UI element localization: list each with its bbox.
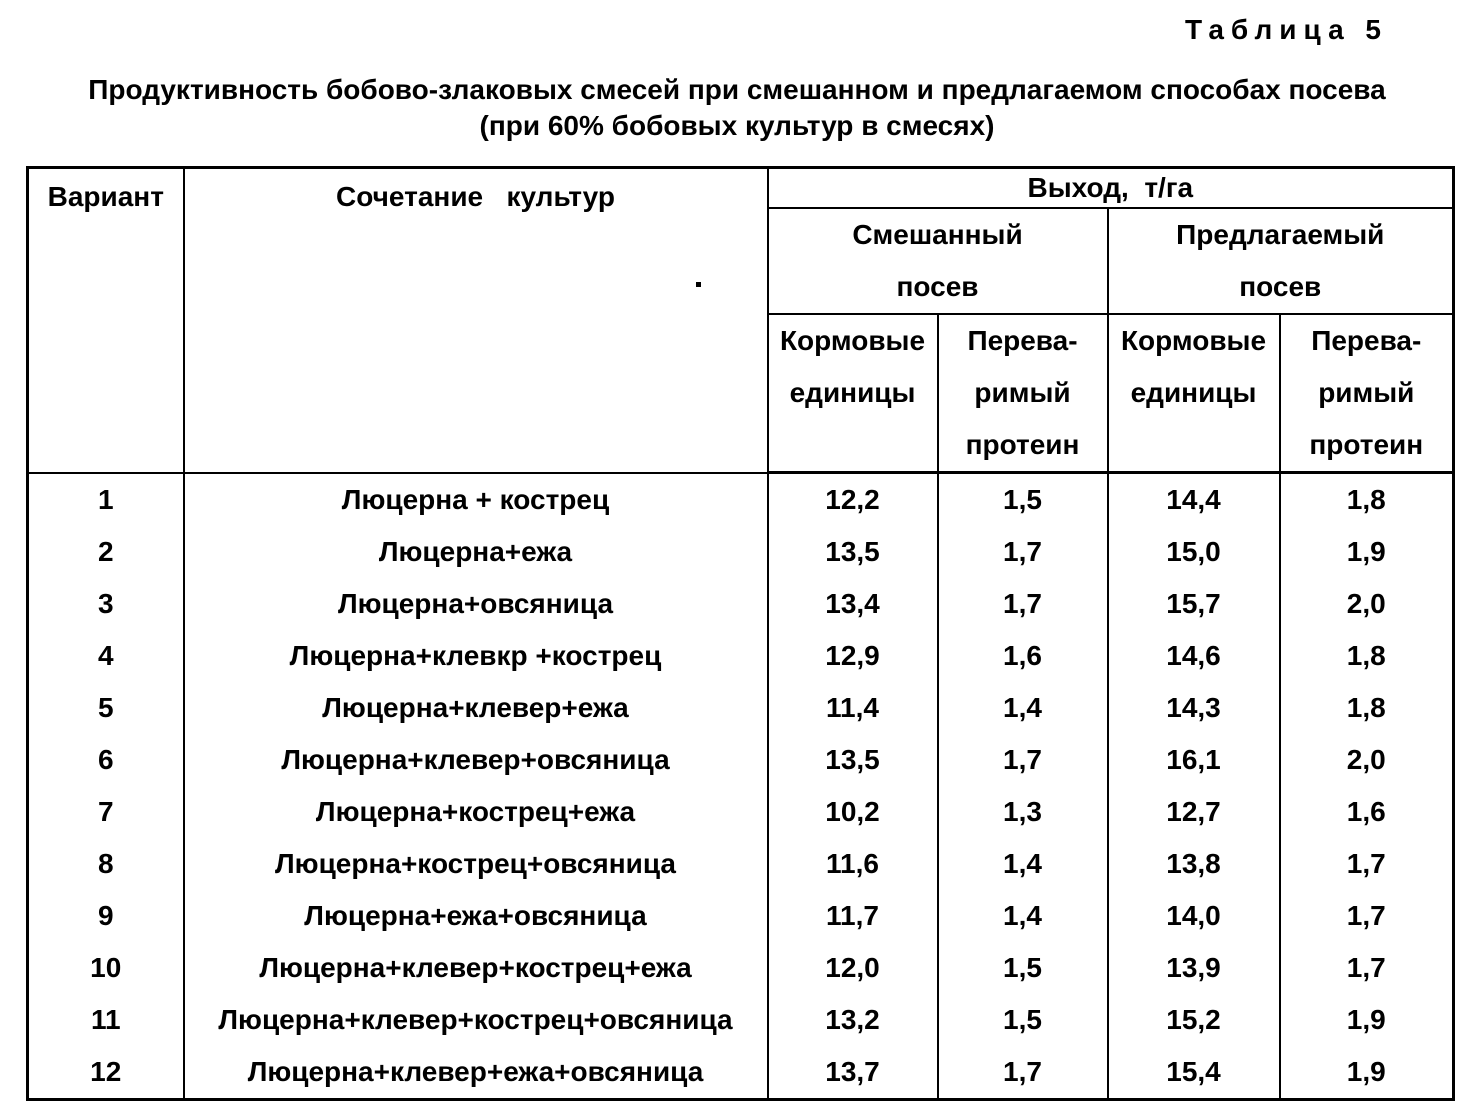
table-row (28, 526, 1454, 578)
cell-proposed-protein: 1,8 (1280, 682, 1454, 734)
cell-variant: 8 (28, 838, 184, 890)
cell-proposed-protein: 1,7 (1280, 942, 1454, 994)
cell-proposed-protein: 2,0 (1280, 734, 1454, 786)
header-feed-line2: единицы (789, 377, 916, 408)
cell-proposed-protein: 1,6 (1280, 786, 1454, 838)
table-number: Таблица 5 (1184, 14, 1388, 45)
table-row (28, 473, 1454, 527)
cell-variant: 4 (28, 630, 184, 682)
table-row (28, 890, 1454, 942)
cell-proposed-feed-units: 15,7 (1108, 578, 1280, 630)
cell-mixed-feed-units: 13,2 (768, 994, 938, 1046)
cell-variant: 7 (28, 786, 184, 838)
table-row (28, 786, 1454, 838)
cell-combination: Люцерна+клевер+кострец+овсяница (184, 994, 768, 1046)
cell-variant: 11 (28, 994, 184, 1046)
header-combination: Сочетание культур (184, 168, 768, 473)
cell-mixed-protein: 1,4 (938, 890, 1108, 942)
table-row (28, 942, 1454, 994)
cell-variant: 2 (28, 526, 184, 578)
table-body (28, 473, 1454, 1100)
cell-mixed-feed-units: 12,2 (768, 473, 938, 527)
cell-proposed-feed-units: 14,4 (1108, 473, 1280, 527)
header-proposed-line2: посев (1239, 271, 1322, 302)
cell-mixed-feed-units: 12,9 (768, 630, 938, 682)
cell-proposed-feed-units: 14,6 (1108, 630, 1280, 682)
cell-variant: 10 (28, 942, 184, 994)
cell-proposed-protein: 1,8 (1280, 630, 1454, 682)
cell-proposed-feed-units: 14,0 (1108, 890, 1280, 942)
cell-combination: Люцерна+кострец+ежа (184, 786, 768, 838)
cell-proposed-feed-units: 13,8 (1108, 838, 1280, 890)
cell-mixed-protein: 1,4 (938, 838, 1108, 890)
table-row (28, 1046, 1454, 1100)
header-variant: Вариант (28, 168, 184, 473)
header-protein-line3: протеин (965, 429, 1080, 460)
cell-mixed-protein: 1,5 (938, 994, 1108, 1046)
cell-proposed-protein: 1,7 (1280, 838, 1454, 890)
cell-proposed-feed-units: 15,2 (1108, 994, 1280, 1046)
header-mixed-line1: Смешанный (852, 219, 1023, 250)
caption-line-1: Продуктивность бобово-злаковых смесей при смешанном и предлагаемом способах посева (88, 74, 1386, 105)
cell-mixed-protein: 1,5 (938, 942, 1108, 994)
cell-combination: Люцерна+клевер+ежа (184, 682, 768, 734)
cell-mixed-protein: 1,4 (938, 682, 1108, 734)
table-caption (0, 72, 1474, 144)
cell-proposed-feed-units: 16,1 (1108, 734, 1280, 786)
header-protein-line3: протеин (1309, 429, 1424, 460)
header-protein-line1: Перева- (1311, 325, 1422, 356)
cell-proposed-feed-units: 15,0 (1108, 526, 1280, 578)
cell-combination: Люцерна+клевкр +кострец (184, 630, 768, 682)
cell-mixed-feed-units: 10,2 (768, 786, 938, 838)
header-yield: Выход, т/га (768, 168, 1454, 209)
header-protein-line2: римый (1318, 377, 1415, 408)
header-feed-line1: Кормовые (779, 325, 926, 356)
header-mixed-sowing (768, 208, 1108, 314)
caption-line-2: (при 60% бобовых культур в смесях) (479, 110, 995, 141)
cell-mixed-feed-units: 11,6 (768, 838, 938, 890)
cell-combination: Люцерна+клевер+овсяница (184, 734, 768, 786)
cell-combination: Люцерна+ежа (184, 526, 768, 578)
cell-mixed-feed-units: 13,7 (768, 1046, 938, 1100)
table-row (28, 578, 1454, 630)
header-mixed-line2: посев (896, 271, 979, 302)
cell-combination: Люцерна+клевер+ежа+овсяница (184, 1046, 768, 1100)
cell-proposed-feed-units: 12,7 (1108, 786, 1280, 838)
cell-mixed-protein: 1,6 (938, 630, 1108, 682)
cell-variant: 12 (28, 1046, 184, 1100)
cell-variant: 3 (28, 578, 184, 630)
cell-mixed-protein: 1,7 (938, 578, 1108, 630)
cell-combination: Люцерна+ежа+овсяница (184, 890, 768, 942)
table-header (28, 168, 1454, 473)
cell-variant: 6 (28, 734, 184, 786)
header-protein-line2: римый (974, 377, 1071, 408)
header-proposed-feed-units (1108, 314, 1280, 473)
table-row (28, 994, 1454, 1046)
header-proposed-protein (1280, 314, 1454, 473)
header-proposed-sowing (1108, 208, 1454, 314)
cell-proposed-feed-units: 15,4 (1108, 1046, 1280, 1100)
table-row (28, 630, 1454, 682)
cell-mixed-protein: 1,7 (938, 1046, 1108, 1100)
cell-mixed-feed-units: 12,0 (768, 942, 938, 994)
cell-proposed-protein: 1,7 (1280, 890, 1454, 942)
productivity-table (26, 166, 1455, 1101)
cell-mixed-feed-units: 13,5 (768, 526, 938, 578)
cell-mixed-protein: 1,3 (938, 786, 1108, 838)
header-feed-line2: единицы (1130, 377, 1257, 408)
cell-combination: Люцерна+клевер+кострец+ежа (184, 942, 768, 994)
cell-proposed-protein: 2,0 (1280, 578, 1454, 630)
cell-mixed-protein: 1,5 (938, 473, 1108, 527)
cell-combination: Люцерна + кострец (184, 473, 768, 527)
table-row (28, 682, 1454, 734)
cell-proposed-protein: 1,9 (1280, 526, 1454, 578)
cell-proposed-protein: 1,9 (1280, 994, 1454, 1046)
table-row (28, 838, 1454, 890)
cell-proposed-feed-units: 14,3 (1108, 682, 1280, 734)
header-proposed-line1: Предлагаемый (1176, 219, 1385, 250)
cell-mixed-protein: 1,7 (938, 526, 1108, 578)
cell-mixed-feed-units: 13,5 (768, 734, 938, 786)
cell-variant: 1 (28, 473, 184, 527)
cell-proposed-protein: 1,8 (1280, 473, 1454, 527)
cell-proposed-feed-units: 13,9 (1108, 942, 1280, 994)
cell-combination: Люцерна+кострец+овсяница (184, 838, 768, 890)
cell-mixed-feed-units: 11,4 (768, 682, 938, 734)
header-protein-line1: Перева- (967, 325, 1078, 356)
cell-variant: 5 (28, 682, 184, 734)
header-mixed-feed-units (768, 314, 938, 473)
header-mixed-protein (938, 314, 1108, 473)
cell-combination: Люцерна+овсяница (184, 578, 768, 630)
cell-variant: 9 (28, 890, 184, 942)
table-row (28, 734, 1454, 786)
cell-mixed-feed-units: 13,4 (768, 578, 938, 630)
cell-mixed-protein: 1,7 (938, 734, 1108, 786)
cell-proposed-protein: 1,9 (1280, 1046, 1454, 1100)
cell-mixed-feed-units: 11,7 (768, 890, 938, 942)
header-feed-line1: Кормовые (1120, 325, 1267, 356)
